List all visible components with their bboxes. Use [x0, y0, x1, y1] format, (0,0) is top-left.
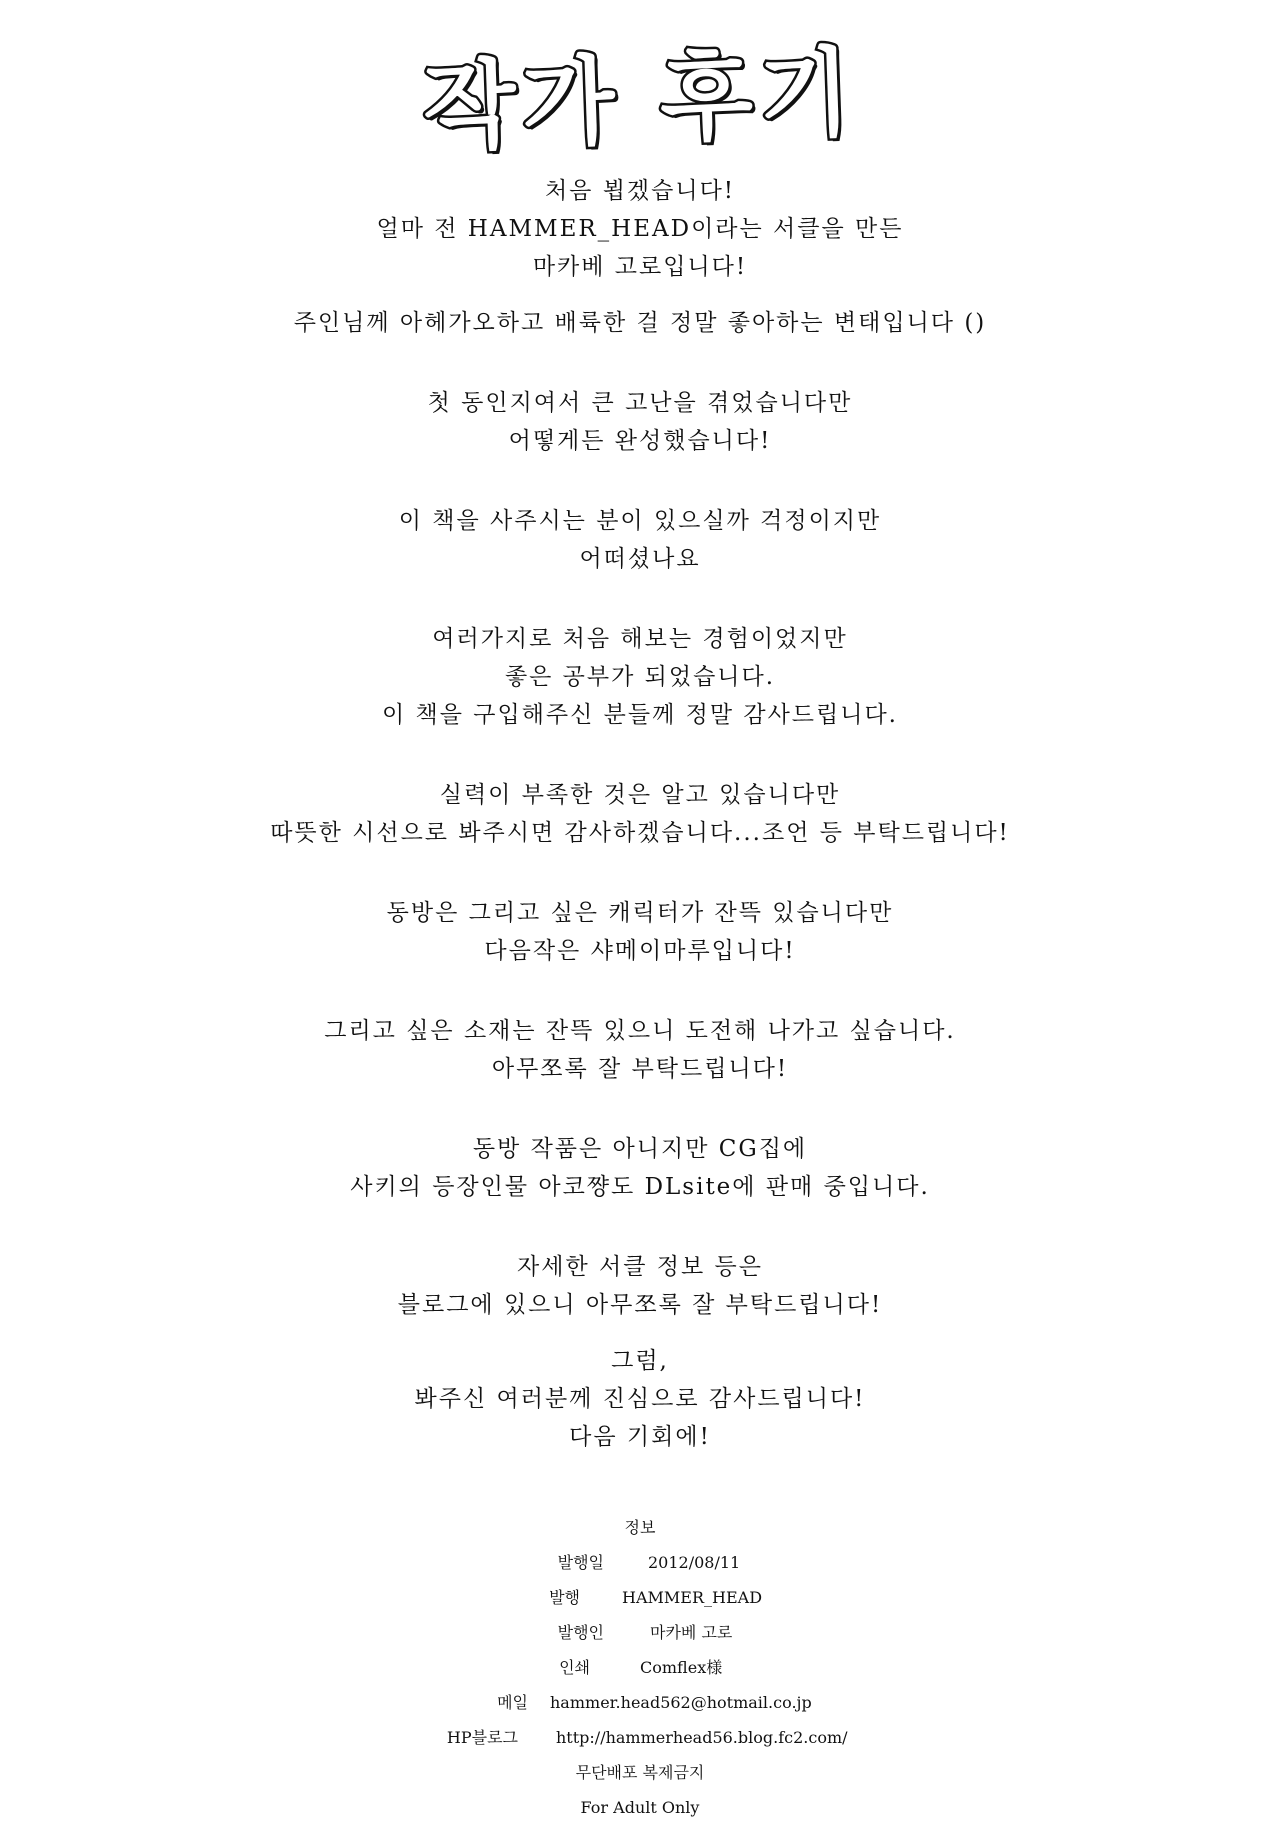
colophon — [0, 1510, 1280, 1825]
paragraph — [0, 1012, 1280, 1088]
paragraph — [0, 1130, 1280, 1206]
colophon-value: 2012/08/11 — [648, 1553, 741, 1572]
blog-link[interactable]: http://hammerhead56.blog.fc2.com/ — [556, 1728, 848, 1747]
text-line: 동방 작품은 아니지만 CG집에 — [472, 1136, 808, 1162]
colophon-key: HP블로그 — [446, 1728, 518, 1747]
text-line: 사키의 등장인물 아코쨩도 DLsite에 판매 중입니다. — [350, 1174, 930, 1200]
text-line: 어떠셨나요 — [579, 546, 701, 572]
text-line: 블로그에 있으니 아무쪼록 잘 부탁드립니다! — [397, 1292, 883, 1318]
colophon-row-mail — [0, 1685, 1280, 1720]
paragraph — [0, 1342, 1280, 1456]
mail-link[interactable]: hammer.head562@hotmail.co.jp — [550, 1693, 812, 1712]
colophon-heading: 정보 — [624, 1518, 656, 1537]
text-line: 그리고 싶은 소재는 잔뜩 있으니 도전해 나가고 싶습니다. — [324, 1018, 956, 1044]
colophon-row-blog — [0, 1720, 1280, 1755]
text-line: 이 책을 구입해주신 분들께 정말 감사드립니다. — [381, 702, 898, 728]
colophon-row-date — [0, 1545, 1280, 1580]
colophon-value: HAMMER_HEAD — [622, 1588, 763, 1607]
paragraph — [0, 384, 1280, 460]
colophon-value: Comflex様 — [640, 1658, 723, 1677]
afterword-body — [0, 172, 1280, 1456]
colophon-key: 발행일 — [557, 1553, 604, 1572]
text-line: 아무쪼록 잘 부탁드립니다! — [491, 1056, 789, 1082]
text-line: 마카베 고로입니다! — [532, 254, 748, 280]
text-line: 동방은 그리고 싶은 캐릭터가 잔뜩 있습니다만 — [386, 900, 894, 926]
text-line: 여러가지로 처음 해보는 경험이었지만 — [432, 626, 848, 652]
title-area — [0, 36, 1280, 170]
paragraph — [0, 1248, 1280, 1324]
text-line: 그럼, — [611, 1348, 669, 1374]
text-line: 어떻게든 완성했습니다! — [508, 428, 772, 454]
text-line: 처음 뵙겠습니다! — [544, 178, 736, 204]
text-line: 따뜻한 시선으로 봐주시면 감사하겠습니다...조언 등 부탁드립니다! — [270, 820, 1010, 846]
colophon-key: 메일 — [497, 1693, 528, 1712]
text-line: 자세한 서클 정보 등은 — [517, 1254, 763, 1280]
text-line: 다음작은 샤메이마루입니다! — [484, 938, 796, 964]
no-redistribution-notice: 무단배포 복제금지 — [575, 1763, 705, 1782]
paragraph — [0, 172, 1280, 286]
text-line: 얼마 전 HAMMER_HEAD이라는 서클을 만든 — [376, 216, 904, 242]
text-line: 좋은 공부가 되었습니다. — [504, 664, 776, 690]
colophon-key: 인쇄 — [559, 1658, 590, 1677]
colophon-row-publisher — [0, 1580, 1280, 1615]
text-line: 첫 동인지여서 큰 고난을 겪었습니다만 — [427, 390, 853, 416]
paragraph — [0, 776, 1280, 852]
text-line: 이 책을 사주시는 분이 있으실까 걱정이지만 — [398, 508, 882, 534]
colophon-value: 마카베 고로 — [650, 1623, 733, 1642]
text-line: 다음 기회에! — [569, 1424, 711, 1450]
paragraph — [0, 502, 1280, 578]
text-line: 주인님께 아헤가오하고 배륙한 걸 정말 좋아하는 변태입니다 () — [293, 310, 987, 336]
page-title: 작가 후기 — [420, 36, 860, 164]
paragraph — [0, 894, 1280, 970]
adult-only-notice: For Adult Only — [580, 1798, 700, 1817]
paragraph — [0, 304, 1280, 342]
colophon-row-printer — [0, 1650, 1280, 1685]
text-line: 실력이 부족한 것은 알고 있습니다만 — [439, 782, 841, 808]
paragraph — [0, 620, 1280, 734]
colophon-key: 발행인 — [557, 1623, 604, 1642]
colophon-key: 발행 — [549, 1588, 580, 1607]
colophon-row-author — [0, 1615, 1280, 1650]
text-line: 봐주신 여러분께 진심으로 감사드립니다! — [414, 1386, 866, 1412]
